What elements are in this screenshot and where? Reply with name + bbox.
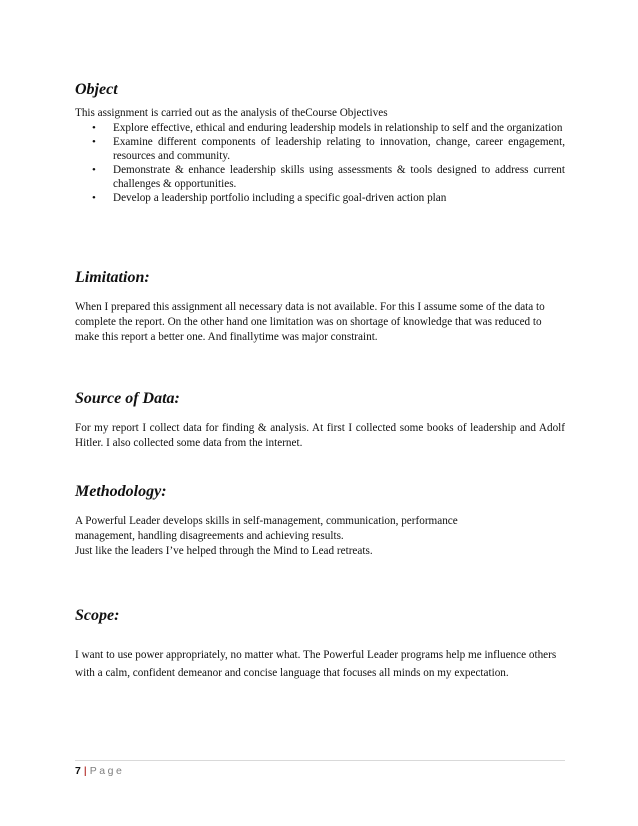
object-section: [75, 80, 565, 205]
scope-text: I want to use power appropriately, no matter what. The Powerful Leader programs help me influence others with a calm, confident demeanor and concise language that focuses all minds on my expectation.: [75, 649, 557, 679]
scope-section: [75, 606, 565, 682]
source-section: [75, 389, 565, 451]
methodology-heading: Methodology:: [75, 483, 167, 500]
list-item: • Demonstrate & enhance leadership skills using assessments & tools designed to address current challenges & opportunities.: [92, 164, 565, 190]
bullet-icon: •: [92, 136, 96, 148]
bullet-icon: •: [92, 164, 96, 176]
list-item: • Develop a leadership portfolio including a specific goal-driven action plan: [92, 192, 447, 204]
scope-heading: Scope:: [75, 607, 120, 624]
limitation-text: When I prepared this assignment all necessary data is not available. For this I assume some of the data to complete the report. On the other hand one limitation was on shortage of knowledge that was reduced to make this report a better one. And finallytime was major constraint.: [75, 301, 545, 343]
page-label: Page: [89, 765, 125, 777]
bullet-icon: •: [92, 122, 96, 134]
source-heading: Source of Data:: [75, 390, 180, 407]
limitation-section: [75, 268, 565, 345]
objectives-list: [75, 121, 565, 205]
list-item: • Explore effective, ethical and enduring leadership models in relationship to self and the organization: [92, 122, 563, 134]
methodology-text: A Powerful Leader develops skills in self-management, communication, performance management, handling disagreements and achieving results.: [75, 515, 458, 542]
list-item: • Examine different components of leadership relating to innovation, change, career engagement, resources and community.: [92, 136, 565, 162]
page-footer: [75, 760, 565, 777]
source-text: For my report I collect data for finding & analysis. At first I collected some books of leadership and Adolf Hitler. I also collected some data from the internet.: [75, 422, 565, 449]
page-number: 7: [75, 765, 81, 777]
methodology-text-2: Just like the leaders I’ve helped through the Mind to Lead retreats.: [75, 545, 373, 557]
limitation-heading: Limitation:: [75, 269, 150, 286]
object-heading: Object: [75, 81, 118, 98]
methodology-section: [75, 482, 565, 559]
object-intro: This assignment is carried out as the analysis of theCourse Objectives: [75, 107, 388, 119]
bullet-icon: •: [92, 192, 96, 204]
footer-separator: |: [83, 765, 87, 777]
